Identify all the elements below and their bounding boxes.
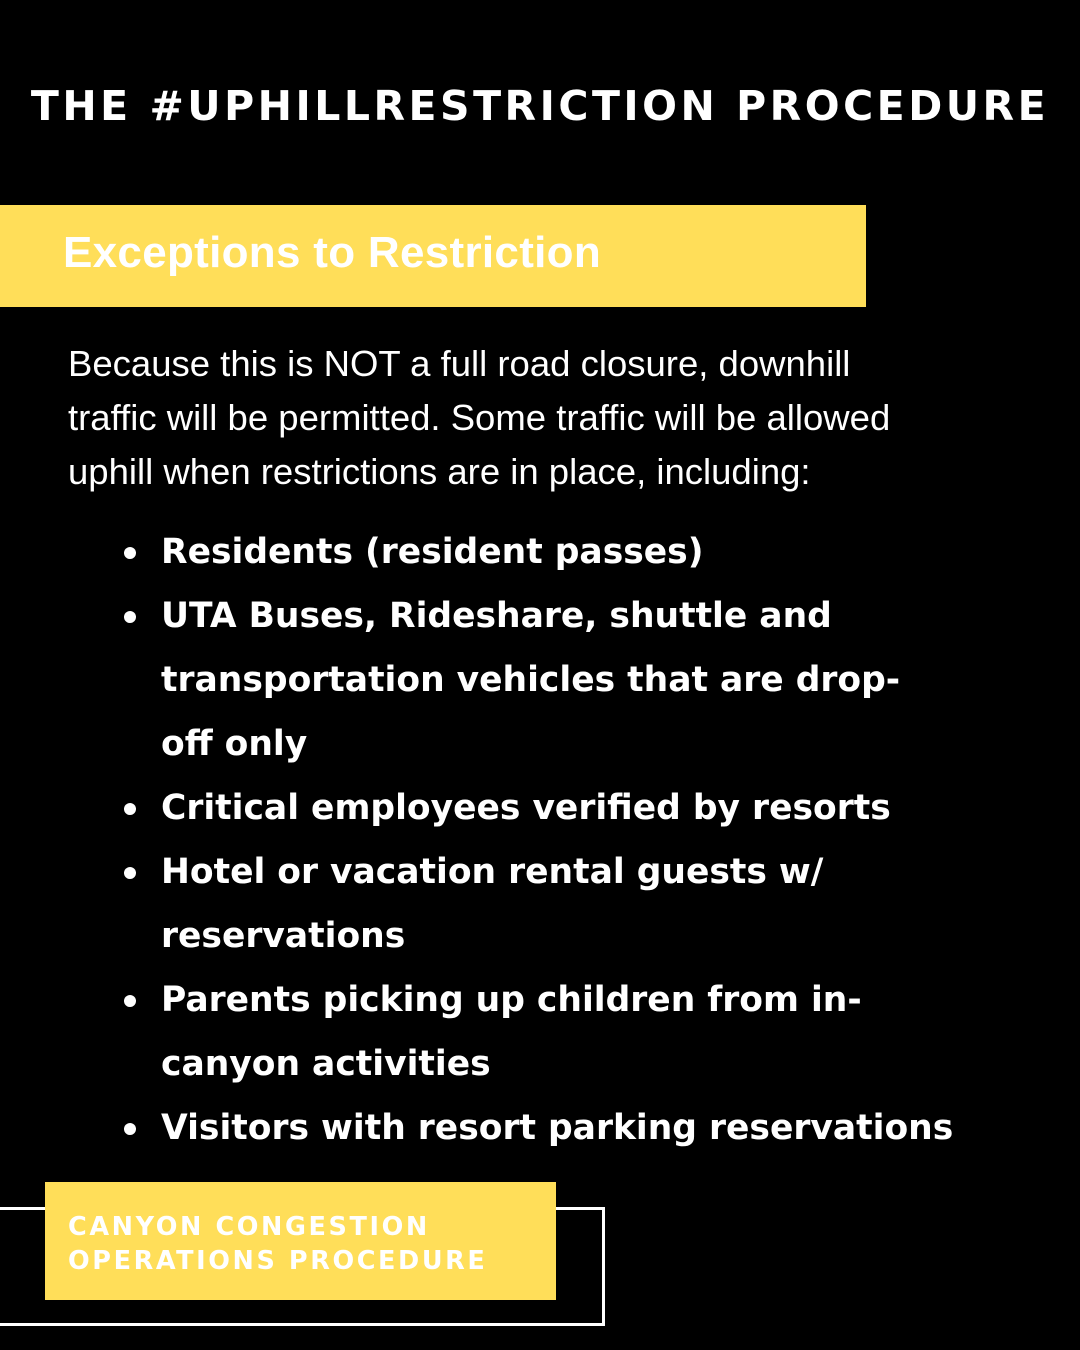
intro-line: uphill when restrictions are in place, including:	[68, 451, 811, 492]
list-item-text: reservations	[161, 916, 406, 956]
bullet-icon	[124, 611, 136, 623]
bullet-icon	[124, 995, 136, 1007]
list-item	[120, 968, 1000, 1096]
list-item-text: Hotel or vacation rental guests w/	[161, 852, 824, 892]
intro-paragraph	[68, 337, 1028, 499]
list-item	[120, 776, 1000, 840]
list-item-text: canyon activities	[161, 1044, 491, 1084]
bullet-icon	[124, 547, 136, 559]
page-title: THE #UPHILLRESTRICTION PROCEDURE	[30, 82, 1050, 130]
list-item-text: Visitors with resort parking reservations	[161, 1108, 954, 1148]
footer-label	[68, 1210, 487, 1278]
list-item-text: transportation vehicles that are drop-	[161, 660, 901, 700]
list-item	[120, 520, 1000, 584]
bullet-icon	[124, 867, 136, 879]
intro-line: traffic will be permitted. Some traffic will be allowed	[68, 397, 891, 438]
list-item	[120, 840, 1000, 968]
list-item-text: Critical employees verified by resorts	[161, 788, 891, 828]
list-item	[120, 584, 1000, 776]
list-item-text: off only	[161, 724, 308, 764]
list-item	[120, 1096, 1000, 1160]
bullet-icon	[124, 1123, 136, 1135]
bullet-icon	[124, 803, 136, 815]
exceptions-list	[120, 520, 1000, 1160]
section-heading: Exceptions to Restriction	[63, 228, 602, 277]
list-item-text: Parents picking up children from in-	[161, 980, 862, 1020]
footer-line: OPERATIONS PROCEDURE	[68, 1246, 488, 1276]
footer-line: CANYON CONGESTION	[68, 1212, 430, 1242]
list-item-text: Residents (resident passes)	[161, 532, 704, 572]
list-item-text: UTA Buses, Rideshare, shuttle and	[161, 596, 832, 636]
intro-line: Because this is NOT a full road closure, downhill	[68, 343, 851, 384]
